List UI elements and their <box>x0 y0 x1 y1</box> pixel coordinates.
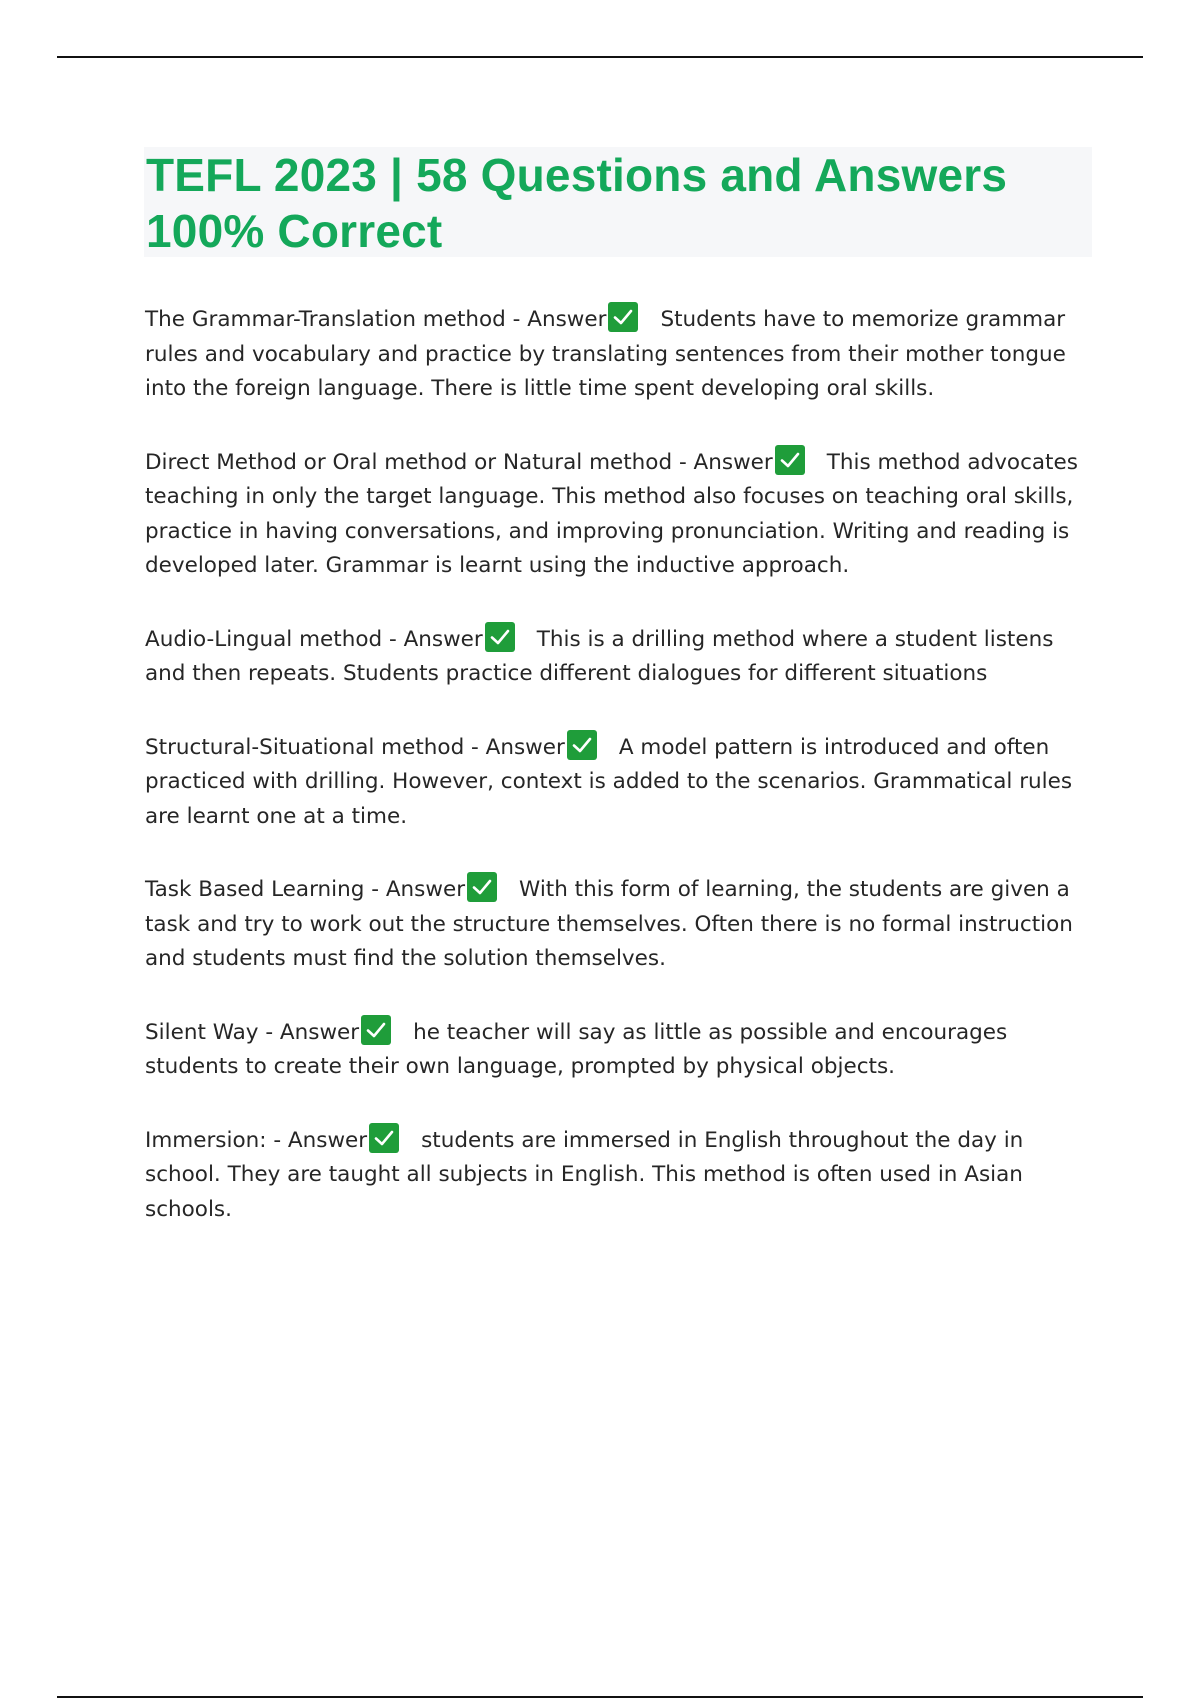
answer-text: students are immersed in English throughout the day in school. They are taught all subjects in English. This method is often used in Asian schools. <box>145 1127 1024 1222</box>
checkmark-box-icon <box>485 622 515 652</box>
answer-text: This is a drilling method where a student listens and then repeats. Students practice different dialogues for different situations <box>145 626 1054 686</box>
answer-marker: Answer <box>485 734 565 760</box>
qa-item <box>145 622 1100 692</box>
qa-item <box>145 445 1100 584</box>
checkmark-box-icon <box>467 872 497 902</box>
answer-marker: Answer <box>527 307 607 332</box>
top-rule <box>57 56 1143 58</box>
answer-marker: Answer <box>287 1127 368 1153</box>
question-term: Silent Way - <box>145 1019 280 1045</box>
answer-text: A model pattern is introduced and often practiced with drilling. However, context is added to the scenarios. Grammatical rules are learnt one at a time. <box>145 734 1073 829</box>
checkmark-box-icon <box>567 730 597 760</box>
question-term: The Grammar-Translation method - <box>145 307 528 332</box>
checkmark-box-icon <box>361 1015 391 1045</box>
bottom-rule <box>57 1696 1143 1698</box>
answer-marker: Answer <box>385 877 466 902</box>
qa-item <box>145 302 1100 407</box>
checkmark-box-icon <box>608 302 638 332</box>
title-banner <box>144 147 1092 257</box>
answer-marker: Answer <box>279 1019 360 1045</box>
question-term: Direct Method or Oral method or Natural method - <box>145 449 694 475</box>
answer-text: This method advocates teaching in only the target language. This method also focuses on teaching oral skills, practice in having conversations, and improving pronunciation. Writing and reading is developed later. Grammar is learnt using the inductive approach. <box>145 449 1078 578</box>
answer-text: With this form of learning, the students are given a task and try to work out the structure themselves. Often there is no formal instruction and students must find the solution themselves. <box>145 877 1073 971</box>
document-title: TEFL 2023 | 58 Questions and Answers 100% Correct <box>146 149 1008 257</box>
qa-item <box>145 1123 1100 1228</box>
qa-item <box>145 1015 1100 1085</box>
question-term: Audio-Lingual method - <box>145 626 404 652</box>
question-term: Structural-Situational method - <box>145 734 486 760</box>
answer-text: Students have to memorize grammar rules and vocabulary and practice by translating sentences from their mother tongue into the foreign language. There is little time spent developing oral skills. <box>145 307 1066 401</box>
question-term: Task Based Learning - <box>145 877 386 902</box>
answer-marker: Answer <box>693 449 773 475</box>
answer-text: he teacher will say as little as possible and encourages students to create their own language, prompted by physical objects. <box>145 1019 1008 1079</box>
checkmark-box-icon <box>775 445 805 475</box>
qa-list <box>145 302 1100 1265</box>
checkmark-box-icon <box>369 1123 399 1153</box>
qa-item <box>145 730 1100 835</box>
answer-marker: Answer <box>403 626 483 652</box>
qa-item <box>145 872 1100 977</box>
question-term: Immersion: - <box>145 1127 288 1153</box>
